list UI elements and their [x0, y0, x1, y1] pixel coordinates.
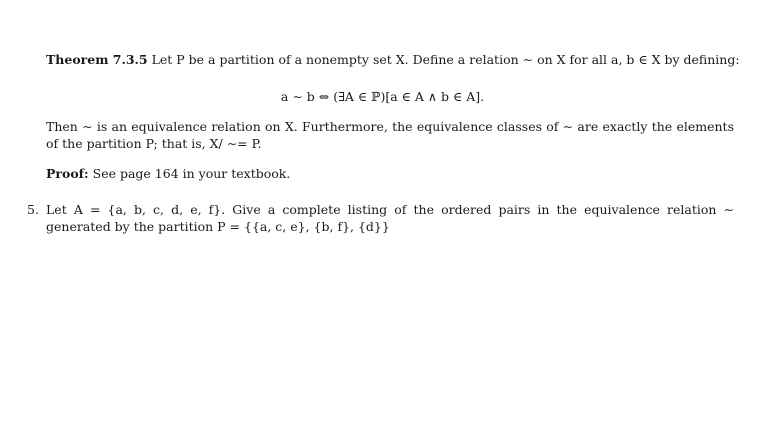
theorem-heading: Theorem 7.3.5 [46, 52, 148, 67]
exercise-number: 5. [27, 202, 39, 217]
theorem-conclusion: Then ∼ is an equivalence relation on X. Furthermore, the equivalence classes of ∼ are exactly the elements of the partition P; that is, X/ ∼= P. [46, 119, 734, 151]
exercise-item [27, 201, 734, 235]
theorem-statement [46, 51, 746, 68]
display-formula: a ∼ b ⇔ (∃A ∈ ℙ)[a ∈ A ∧ b ∈ A]. [280, 89, 485, 104]
proof-line [46, 165, 734, 182]
proof-label: Proof: [46, 166, 89, 181]
proof-text: See page 164 in your textbook. [92, 166, 291, 181]
theorem-statement-text: Let P be a partition of a nonempty set X. Define a relation ∼ on X for all a, b ∈ X by defining: [151, 52, 740, 67]
exercise-text: Let A = {a, b, c, d, e, f}. Give a complete listing of the ordered pairs in the equivalence relation ∼ generated by the partition P = {{a, c, e}, {b, f}, {d}} [46, 202, 734, 234]
